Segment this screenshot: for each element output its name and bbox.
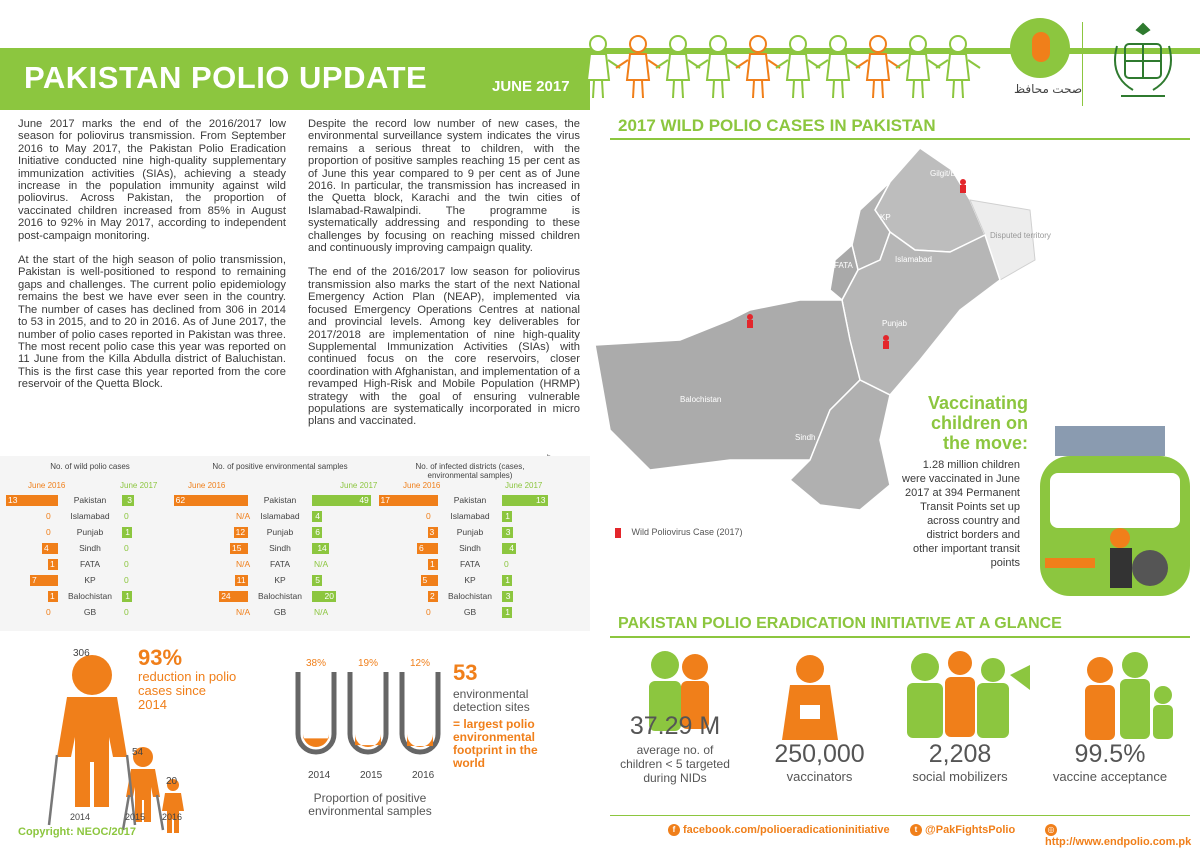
glance-text-mobilizers: social mobilizers: [912, 769, 1008, 784]
value-2017: N/A: [314, 607, 329, 617]
child-figure: [576, 36, 620, 98]
glance-text-acceptance: vaccine acceptance: [1052, 769, 1168, 784]
province-label: Sindh: [79, 543, 101, 553]
province-label: Islamabad: [260, 511, 300, 521]
bar-2017: 1: [122, 527, 132, 538]
province-label: GB: [83, 607, 97, 617]
glance-text-children: average no. of children < 5 targeted during NIDs: [620, 743, 730, 785]
value-2016: 0: [426, 511, 431, 521]
website-text: http://www.endpolio.com.pk: [1045, 836, 1192, 849]
bar-2016: 17: [379, 495, 439, 506]
bar-2016: 4: [42, 543, 58, 554]
value-2017: 0: [504, 559, 509, 569]
map-label: Punjab: [882, 319, 907, 328]
value-2017: 0: [124, 559, 129, 569]
sample-tube: [402, 672, 438, 752]
bar-2017: 49: [312, 495, 371, 506]
province-label: KP: [464, 575, 476, 585]
twitter-text: @PakFightsPolio: [925, 824, 1016, 836]
table-title: No. of positive environmental samples: [212, 462, 348, 471]
province-label: Punjab: [266, 527, 294, 537]
year-label-2016: June 2016: [28, 481, 66, 490]
province-label: Balochistan: [448, 591, 492, 601]
value-2016: N/A: [236, 607, 251, 617]
bar-2016: 2: [428, 591, 438, 602]
province-label: Pakistan: [453, 495, 487, 505]
province-label: GB: [273, 607, 287, 617]
value-2016: 0: [46, 607, 51, 617]
glance-number-mobilizers: 2,208: [928, 740, 992, 768]
bar-2016: 15: [230, 543, 248, 554]
province-label: Islamabad: [450, 511, 490, 521]
case-legend-icon: [615, 528, 621, 538]
province-label: KP: [274, 575, 286, 585]
intro-column-left: [18, 118, 286, 403]
case-marker-gilgit: [960, 179, 966, 193]
year-label-2017: June 2017: [505, 481, 543, 490]
env-sites-number: 53: [453, 660, 478, 685]
glance-title: PAKISTAN POLIO ERADICATION INITIATIVE AT A GLANCE: [618, 615, 1062, 632]
child-figure: [736, 36, 780, 98]
child-figure: [896, 36, 940, 98]
facebook-icon: f: [668, 824, 680, 836]
issue-date: JUNE 2017: [492, 78, 570, 95]
child-figure: [856, 36, 900, 98]
mobilizers-icon: [907, 651, 1030, 738]
tube-year: 2016: [412, 770, 435, 781]
year-2016: 2016: [162, 812, 183, 822]
value-2017: N/A: [314, 559, 329, 569]
province-label: FATA: [80, 559, 100, 569]
sehat-muhafiz-logo: [1010, 18, 1070, 78]
province-label: Sindh: [459, 543, 481, 553]
child-figure: [776, 36, 820, 98]
twitter-icon: t: [910, 824, 922, 836]
globe-icon: ◎: [1045, 824, 1057, 836]
year-2015: 2015: [125, 812, 146, 822]
footer-divider: [610, 815, 1190, 816]
value-2016: 0: [46, 511, 51, 521]
map-legend: [615, 527, 743, 538]
province-label: FATA: [270, 559, 290, 569]
glance-text-vaccinators: vaccinators: [786, 769, 853, 784]
bar-2017: 6: [312, 527, 322, 538]
bar-2016: 62: [174, 495, 248, 506]
facebook-text: facebook.com/polioeradicationinitiative: [683, 824, 890, 836]
bar-2016: 13: [6, 495, 58, 506]
page-title: PAKISTAN POLIO UPDATE: [24, 60, 428, 95]
reduction-text: reduction in polio cases since 2014: [138, 669, 237, 712]
value-2017: 0: [124, 575, 129, 585]
glance-number-children: 37.29 M: [629, 712, 721, 740]
tube-percent: 12%: [410, 658, 431, 669]
glance-number-vaccinators: 250,000: [774, 740, 865, 768]
copyright: Copyright: NEOC/2017: [18, 826, 136, 838]
cases-value-2014: 306: [73, 648, 90, 659]
table-title: No. of infected districts (cases, environmental samples): [415, 462, 525, 480]
value-2016: 0: [426, 607, 431, 617]
bar-2017: 1: [122, 591, 132, 602]
child-figure: [656, 36, 700, 98]
value-2016: N/A: [236, 511, 251, 521]
bar-2016: 7: [30, 575, 58, 586]
bar-2017: 4: [502, 543, 516, 554]
province-label: Pakistan: [73, 495, 107, 505]
vaccinator-icon: [782, 655, 838, 740]
bar-2016: 11: [235, 575, 248, 586]
tube-year: 2015: [360, 770, 383, 781]
child-figure: [616, 36, 660, 98]
cases-value-2016: 20: [166, 776, 178, 787]
value-2016: N/A: [236, 559, 251, 569]
paragraph: Despite the record low number of new cases, the environmental surveillance system indicates the virus remains a serious threat to children, with the proportion of positive samples reaching 15 per cent as of June this year compared to 9 per cent as of June 2016. In particular, the transmission has increased in the Quetta block, Karachi and the twin cities of Islamabad-Rawalpindi. The programme is systematically addressing and responding to these challenges by focusing on reaching missed children and continuously improving campaign quality.: [308, 118, 580, 255]
province-label: Sindh: [269, 543, 291, 553]
map-label: FATA: [834, 261, 853, 270]
children-chain-illustration: [580, 18, 1000, 106]
paragraph: June 2017 marks the end of the 2016/2017 low season for poliovirus transmission. From September 2016 to May 2017, the Pakistan Polio Eradication Initiative conducted nine high-quality supplementary immunization activities (SIAs), achieving a steady increase in the population immunity against wild poliovirus. Across Pakistan, the proportion of vaccinated children increased from 85% in August 2016 to 92% in May 2017, according to independent post-campaign monitoring.: [18, 118, 286, 242]
map-label: Islamabad: [895, 255, 932, 264]
bar-2017: 1: [502, 575, 512, 586]
case-marker-punjab: [883, 335, 889, 349]
province-label: Punjab: [456, 527, 484, 537]
child-figure: [696, 36, 740, 98]
bar-2017: 3: [502, 591, 513, 602]
bar-2017: 13: [502, 495, 548, 506]
website-link[interactable]: [1045, 824, 1200, 848]
bus-illustration: [1030, 418, 1200, 608]
map-label: Gilgit/Baltistan: [930, 169, 982, 178]
paragraph: The end of the 2016/2017 low season for poliovirus transmission also marks the start of the next National Emergency Action Plan (NEAP), implemented via focused Emergency Operations Centres at national and provincial levels. Among key deliverables for 2017/2018 are implementation of nine high-quality Supplemental Immunization Activities (SIAs) with continued focus on the core reservoirs, closer coordination with Afghanistan, and implementation of a revamped High-Risk and Mobile Population (HRMP) strategy with the goal of ensuring vulnerable populations are systematically incorporated in micro plans and vaccinated.: [308, 266, 580, 428]
bar-2017: 3: [502, 527, 513, 538]
transit-title: Vaccinating children on the move:: [927, 393, 1028, 453]
env-sites-text: environmental detection sites: [453, 687, 530, 714]
value-2016: 0: [46, 527, 51, 537]
year-label-2017: June 2017: [340, 481, 378, 490]
env-caption: Proportion of positive environmental samples: [308, 791, 432, 818]
glance-title-underline: [610, 636, 1190, 638]
sample-tube: [298, 672, 334, 752]
sample-tube: [350, 672, 386, 752]
family-icon: [1085, 652, 1173, 740]
province-label: Balochistan: [68, 591, 112, 601]
bar-2016: 1: [48, 591, 58, 602]
bar-2017: 1: [502, 607, 512, 618]
year-label-2016: June 2016: [403, 481, 441, 490]
glance-number-acceptance: 99.5%: [1074, 740, 1146, 768]
bar-2017: 3: [122, 495, 134, 506]
year-2014: 2014: [70, 812, 91, 822]
map-label: Sindh: [795, 433, 816, 442]
value-2017: 0: [124, 543, 129, 553]
province-label: FATA: [460, 559, 480, 569]
paragraph: At the start of the high season of polio transmission, Pakistan is well-positioned to respond to remaining gaps and challenges. The current polio epidemiology remains the best we have ever seen in the country. The number of cases has declined from 306 in 2014 to 53 in 2015, and to 20 in 2016. As of June 2017, the number of polio cases reported in Pakistan was three. The most recent polio case this year was reported on 11 June from the Killa Abdulla district of Baluchistan. This is the first case this year reported from the core reservoir of the Quetta Block.: [18, 254, 286, 391]
intro-column-right: [308, 118, 580, 440]
cases-value-2015: 54: [132, 747, 144, 758]
government-emblem-icon: [1095, 16, 1191, 108]
tube-percent: 38%: [306, 658, 327, 669]
year-label-2016: June 2016: [188, 481, 226, 490]
case-marker-balochistan: [747, 314, 753, 328]
facebook-link[interactable]: [668, 824, 890, 836]
bar-2016: 1: [428, 559, 438, 570]
map-label: KP: [880, 213, 891, 222]
tube-percent: 19%: [358, 658, 379, 669]
province-label: Balochistan: [258, 591, 302, 601]
bar-2017: 20: [312, 591, 336, 602]
bar-2016: 3: [428, 527, 439, 538]
bar-2016: 12: [234, 527, 248, 538]
bar-2017: 1: [502, 511, 512, 522]
value-2017: 0: [124, 607, 129, 617]
value-2017: 0: [124, 511, 129, 521]
province-label: GB: [463, 607, 477, 617]
child-figure: [816, 36, 860, 98]
province-label: Islamabad: [70, 511, 110, 521]
year-label-2017: June 2017: [120, 481, 158, 490]
logo-divider: [1082, 22, 1083, 106]
legend-label: Wild Poliovirus Case (2017): [631, 527, 743, 537]
bar-2016: 24: [219, 591, 248, 602]
logo-text: صحت محافظ: [1014, 82, 1083, 96]
bar-2016: 5: [421, 575, 439, 586]
province-label: Pakistan: [263, 495, 297, 505]
env-footprint-text: = largest polio environmental footprint in the world: [453, 717, 538, 770]
map-title: 2017 WILD POLIO CASES IN PAKISTAN: [618, 116, 936, 135]
table-title: No. of wild polio cases: [50, 462, 130, 471]
child-figure: [936, 36, 980, 98]
bar-2017: 5: [312, 575, 322, 586]
province-label: Punjab: [76, 527, 104, 537]
reduction-percent: 93%: [138, 645, 183, 670]
bar-2016: 1: [48, 559, 58, 570]
tube-year: 2014: [308, 770, 331, 781]
map-label: Balochistan: [680, 395, 722, 404]
bar-2016: 6: [417, 543, 438, 554]
transit-text: 1.28 million children were vaccinated in June 2017 at 394 Permanent Transit Points set up across country and district borders and other important transit points: [902, 459, 1021, 569]
bar-2017: 4: [312, 511, 322, 522]
province-label: KP: [84, 575, 96, 585]
bar-2017: 14: [312, 543, 329, 554]
twitter-link[interactable]: [910, 824, 1015, 836]
map-label: Disputed territory: [990, 231, 1051, 240]
